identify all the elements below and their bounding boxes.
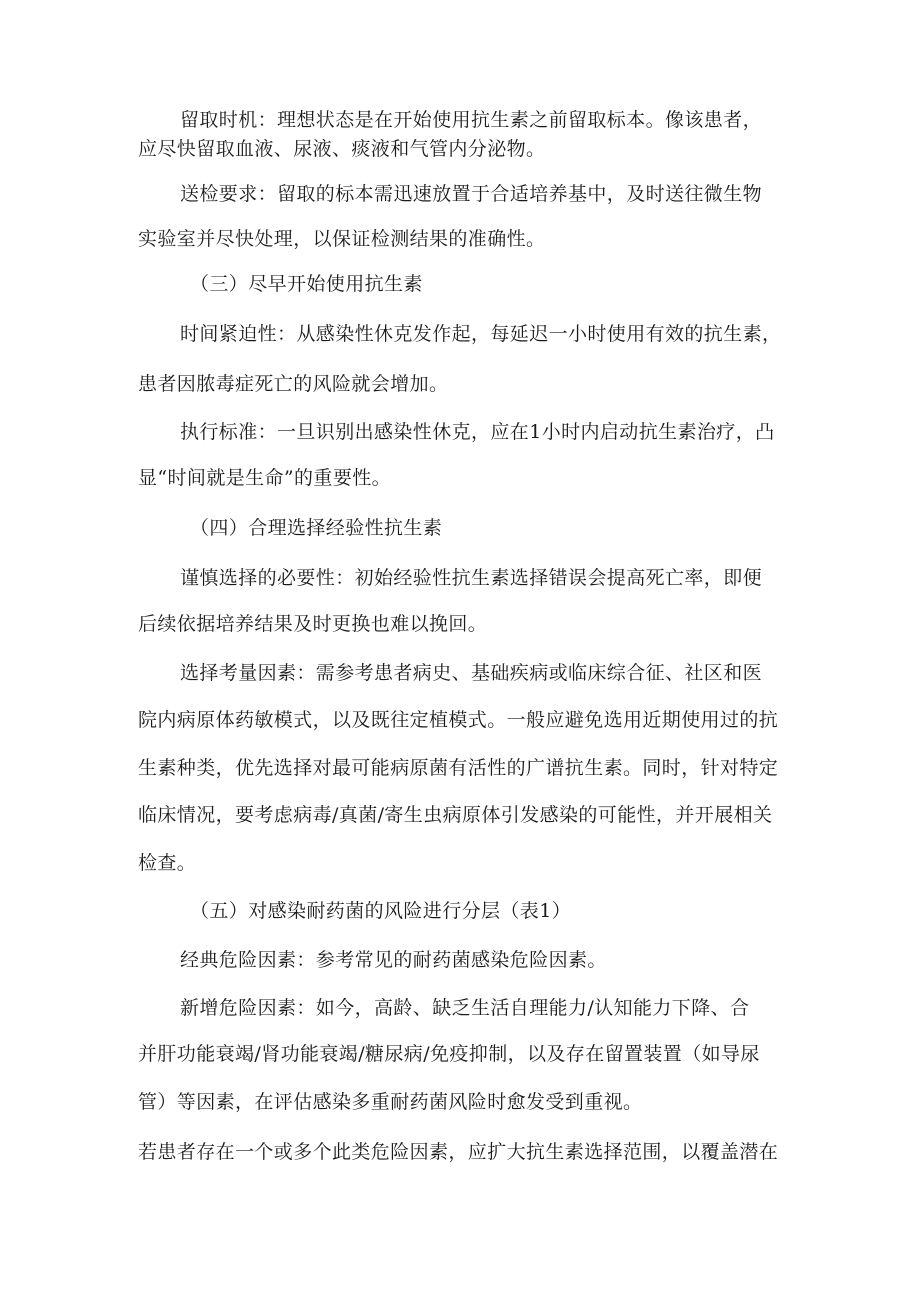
text-line: 时间紧迫性：从感染性休克发作起，每延迟一小时使用有效的抗生素，: [180, 323, 782, 345]
text-line: 检查。: [138, 852, 197, 874]
text-line: 选择考量因素：需参考患者病史、基础疾病或临床综合征、社区和医: [180, 662, 763, 684]
section-heading: （五）对感染耐药菌的风险进行分层（表1）: [190, 900, 572, 922]
text-line: 应尽快留取血液、尿液、痰液和气管内分泌物。: [138, 138, 546, 160]
text-line: 并肝功能衰竭/肾功能衰竭/糖尿病/免疫抑制，以及存在留置装置（如导尿: [138, 1043, 760, 1065]
text-line: 患者因脓毒症死亡的风险就会增加。: [138, 373, 449, 395]
section-heading: （三）尽早开始使用抗生素: [190, 273, 423, 295]
text-line: 谨慎选择的必要性：初始经验性抗生素选择错误会提高死亡率，即便: [180, 567, 763, 589]
text-line: 院内病原体药敏模式，以及既往定植模式。一般应避免选用近期使用过的抗: [138, 709, 779, 731]
text-line: 临床情况，要考虑病毒/真菌/寄生虫病原体引发感染的可能性，并开展相关: [138, 804, 773, 826]
text-line: 留取时机：理想状态是在开始使用抗生素之前留取标本。像该患者，: [180, 109, 763, 131]
text-line: 新增危险因素：如今，高龄、缺乏生活自理能力/认知能力下降、合: [180, 997, 750, 1019]
text-line: 显“时间就是生命”的重要性。: [138, 467, 392, 489]
text-line: 管）等因素，在评估感染多重耐药菌风险时愈发受到重视。: [138, 1091, 643, 1113]
text-line: 经典危险因素：参考常见的耐药菌感染危险因素。: [180, 949, 607, 971]
text-line: 生素种类，优先选择对最可能病原菌有活性的广谱抗生素。同时，针对特定: [138, 757, 779, 779]
text-line: 后续依据培养结果及时更换也难以挽回。: [138, 613, 488, 635]
section-heading: （四）合理选择经验性抗生素: [190, 517, 443, 539]
text-line: 实验室并尽快处理，以保证检测结果的准确性。: [138, 228, 546, 250]
text-line: 执行标准：一旦识别出感染性休克，应在1小时内启动抗生素治疗，凸: [180, 421, 775, 443]
text-line: 送检要求：留取的标本需迅速放置于合适培养基中，及时送往微生物: [180, 183, 763, 205]
text-line: 若患者存在一个或多个此类危险因素，应扩大抗生素选择范围，以覆盖潜在: [138, 1141, 779, 1163]
